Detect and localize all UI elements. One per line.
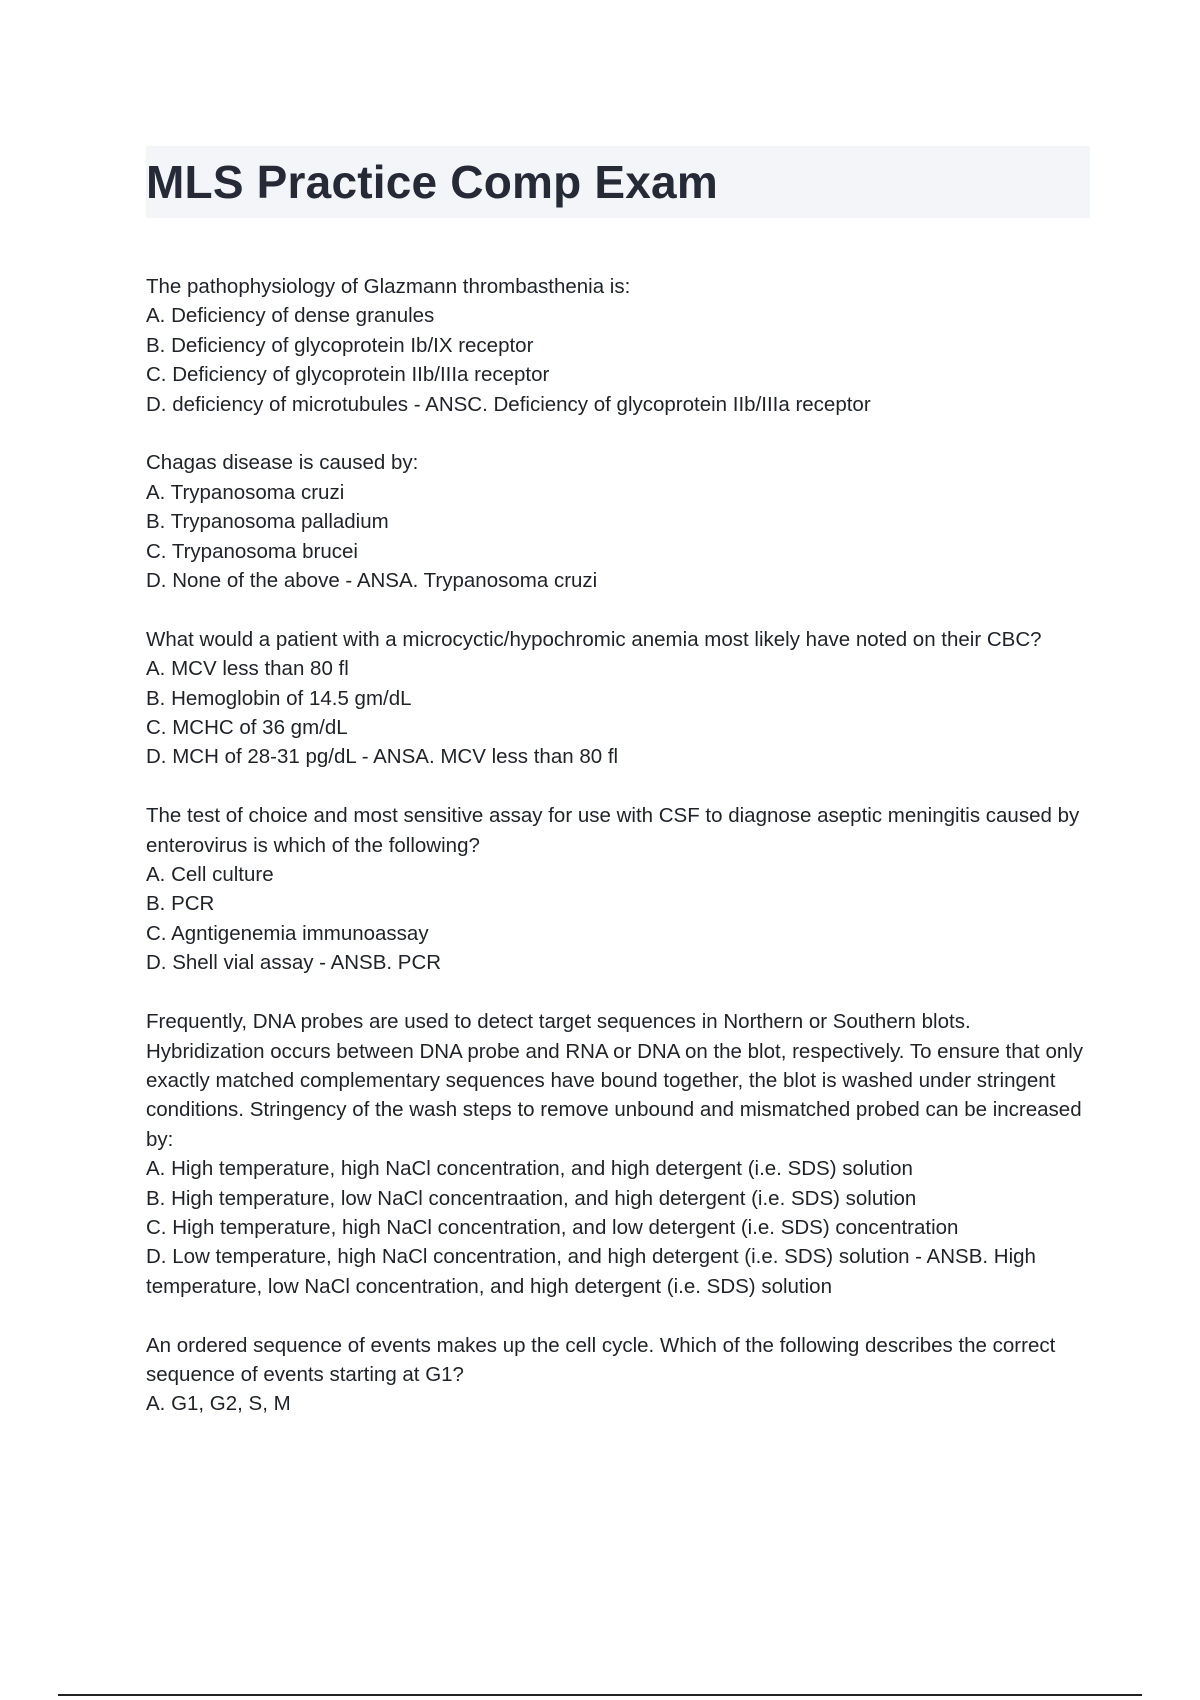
answer-option: C. Trypanosoma brucei xyxy=(146,539,358,563)
question-text: An ordered sequence of events makes up the cell cycle. Which of the following describes the correct sequence of events starting at G1? xyxy=(146,1333,1056,1386)
document-body xyxy=(146,272,1090,1448)
answer-option: C. Deficiency of glycoprotein IIb/IIIa receptor xyxy=(146,363,550,387)
question-text: The pathophysiology of Glazmann thrombasthenia is: xyxy=(146,275,631,298)
answer-option-with-key: D. Shell vial assay - ANSB. PCR xyxy=(146,951,442,975)
answer-option: B. PCR xyxy=(146,892,215,916)
answer-option-with-key: D. None of the above - ANSA. Trypanosoma cruzi xyxy=(146,569,598,593)
question-block-4 xyxy=(146,801,1090,977)
answer-option: A. Trypanosoma cruzi xyxy=(146,480,345,504)
question-block-1 xyxy=(146,272,1090,419)
answer-option: A. Deficiency of dense granules xyxy=(146,304,435,328)
answer-option: C. Agntigenemia immunoassay xyxy=(146,921,429,945)
answer-option: B. Hemoglobin of 14.5 gm/dL xyxy=(146,686,412,710)
question-text: The test of choice and most sensitive assay for use with CSF to diagnose aseptic meningitis caused by enterovirus is which of the following? xyxy=(146,804,1080,857)
question-text: What would a patient with a microcyctic/hypochromic anemia most likely have noted on their CBC? xyxy=(146,627,1042,651)
answer-option: C. High temperature, high NaCl concentration, and low detergent (i.e. SDS) concentration xyxy=(146,1215,959,1239)
question-block-6 xyxy=(146,1331,1090,1419)
page-footer-rule xyxy=(58,1694,1142,1696)
answer-option: A. G1, G2, S, M xyxy=(146,1392,291,1416)
page-title: MLS Practice Comp Exam xyxy=(146,156,718,208)
question-text: Frequently, DNA probes are used to detect target sequences in Northern or Southern blots. Hybridization occurs between DNA probe and RNA or DNA on the blot, respectively. To ensure that only exactly matched complementary sequences have bound together, the blot is washed under stringent conditions. Stringency of the wash steps to remove unbound and mismatched probed can be increased by: xyxy=(146,1010,1084,1151)
answer-option-with-key: D. deficiency of microtubules - ANSC. Deficiency of glycoprotein IIb/IIIa receptor xyxy=(146,392,871,416)
answer-option: B. High temperature, low NaCl concentraation, and high detergent (i.e. SDS) solution xyxy=(146,1186,917,1210)
answer-option: B. Deficiency of glycoprotein Ib/IX receptor xyxy=(146,333,534,357)
answer-option: A. Cell culture xyxy=(146,863,274,887)
answer-option-with-key: D. MCH of 28-31 pg/dL - ANSA. MCV less than 80 fl xyxy=(146,745,619,769)
answer-option: C. MCHC of 36 gm/dL xyxy=(146,716,348,740)
question-block-2 xyxy=(146,448,1090,595)
question-block-5 xyxy=(146,1007,1090,1301)
answer-option: A. MCV less than 80 fl xyxy=(146,657,349,681)
answer-option-with-key: D. Low temperature, high NaCl concentration, and high detergent (i.e. SDS) solution - ANSB. High temperature, low NaCl concentration, and high detergent (i.e. SDS) solution xyxy=(146,1245,1036,1298)
answer-option: B. Trypanosoma palladium xyxy=(146,510,389,534)
question-block-3 xyxy=(146,625,1090,772)
answer-option: A. High temperature, high NaCl concentration, and high detergent (i.e. SDS) solution xyxy=(146,1157,913,1181)
question-text: Chagas disease is caused by: xyxy=(146,451,419,475)
